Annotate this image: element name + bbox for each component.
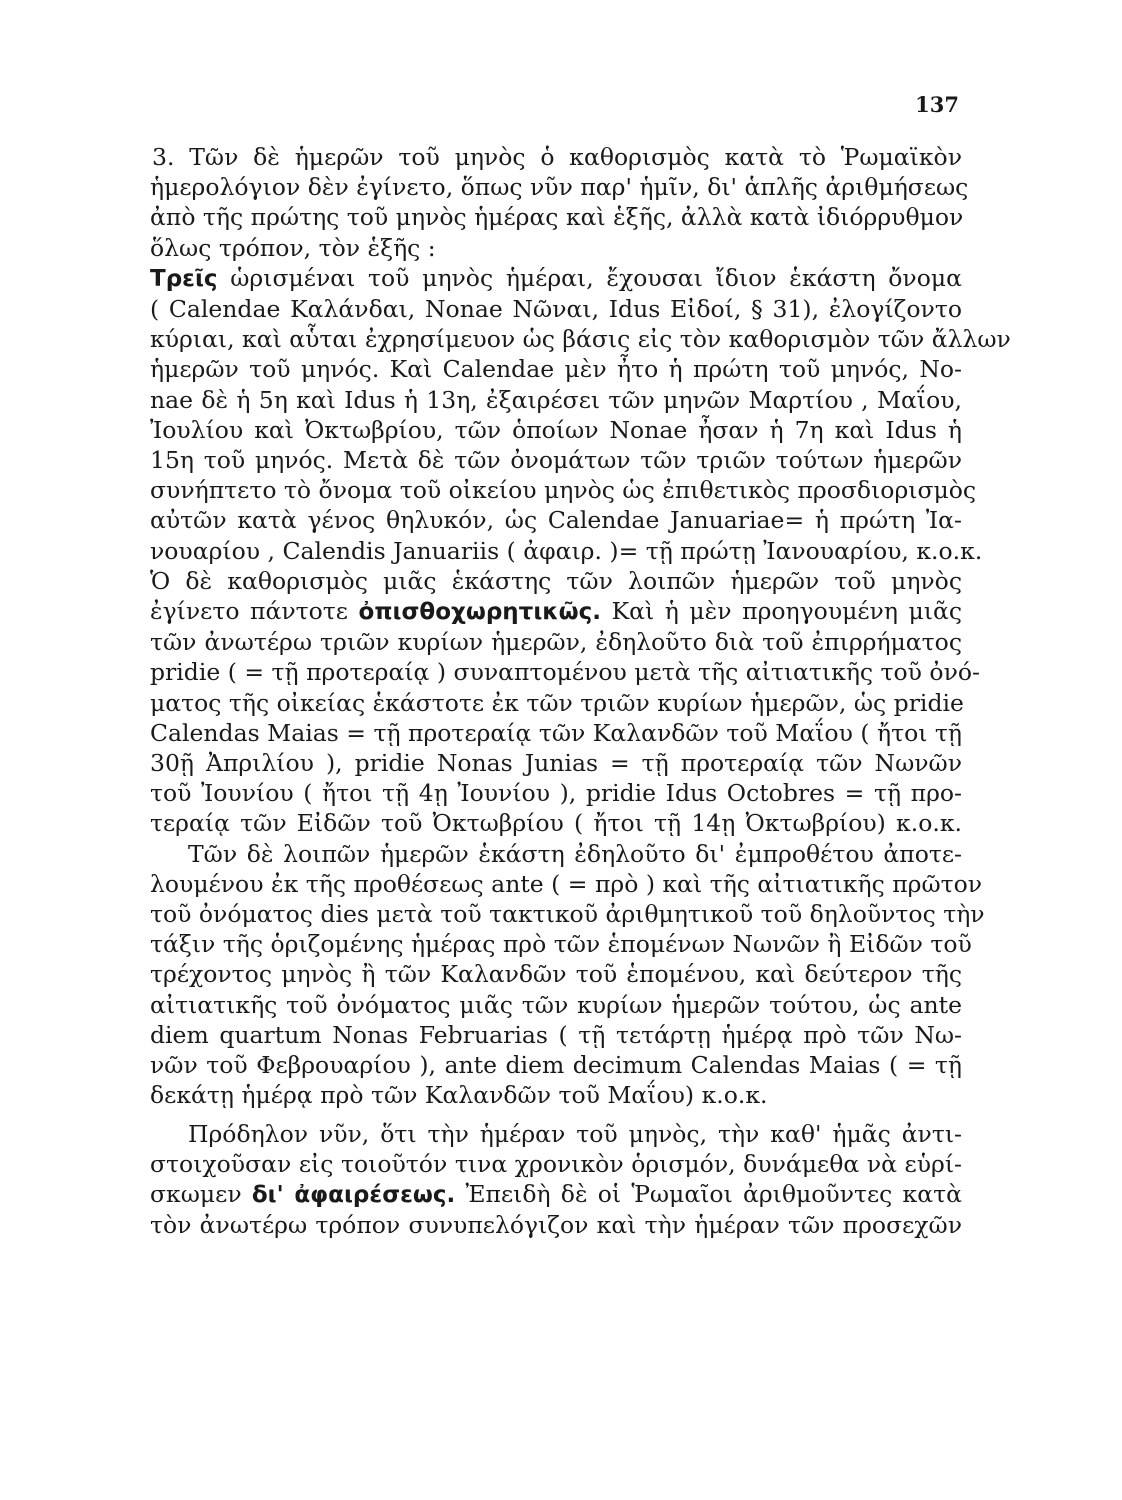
text-line: συνήπτετο τὸ ὄνομα τοῦ οἰκείου μηνὸς ὡς ἐπιθετικὸς προσδιορισμὸς xyxy=(150,476,977,505)
text-run: ὡρισμέναι τοῦ μηνὸς ἡμέραι, ἔχουσαι ἴδιον ἑκάστη ὄνομα xyxy=(217,263,962,292)
text-line: Ἰουλίου καὶ Ὀκτωβρίου, τῶν ὁποίων Nonae ἦσαν ἡ 7η καὶ Idus ἡ xyxy=(150,415,962,444)
text-line: nae δὲ ἡ 5η καὶ Idus ἡ 13η, ἐξαιρέσει τῶν μηνῶν Μαρτίου , Μαΐου, xyxy=(150,385,962,414)
text-line: τάξιν τῆς ὁριζομένης ἡμέρας πρὸ τῶν ἑπομένων Νωνῶν ἢ Εἰδῶν τοῦ xyxy=(150,930,972,959)
text-line: νουαρίου , Calendis Januariis ( ἀφαιρ. )= τῇ πρώτῃ Ἰανουαρίου, κ.ο.κ. xyxy=(150,536,983,565)
text-line: δεκάτῃ ἡμέρᾳ πρὸ τῶν Καλανδῶν τοῦ Μαΐου) κ.ο.κ. xyxy=(150,1081,768,1110)
text-line: ματος τῆς οἰκείας ἑκάστοτε ἐκ τῶν τριῶν κυρίων ἡμερῶν, ὡς pridie xyxy=(150,688,964,717)
text-run: σκωμεν xyxy=(150,1179,252,1208)
text-line: τεραίᾳ τῶν Εἰδῶν τοῦ Ὀκτωβρίου ( ἤτοι τῇ 14ῃ Ὀκτωβρίου) κ.ο.κ. xyxy=(150,809,962,838)
text-line xyxy=(150,263,962,294)
text-line: στοιχοῦσαν εἰς τοιοῦτόν τινα χρονικὸν ὁρισμόν, δυνάμεθα νὰ εὑρί- xyxy=(150,1149,962,1178)
text-line: τοῦ ὀνόματος dies μετὰ τοῦ τακτικοῦ ἀριθμητικοῦ τοῦ δηλοῦντος τὴν xyxy=(150,900,985,929)
bold-emphasis-word: δι' ἀφαιρέσεως. xyxy=(251,1181,456,1208)
paragraph-gap xyxy=(150,1111,962,1119)
text-line: τρέχοντος μηνὸς ἢ τῶν Καλανδῶν τοῦ ἑπομένου, καὶ δεύτερον τῆς xyxy=(150,960,962,989)
text-line: ἀπὸ τῆς πρώτης τοῦ μηνὸς ἡμέρας καὶ ἑξῆς, ἀλλὰ κατὰ ἰδιόρρυθμον xyxy=(150,203,964,232)
text-line: ἡμερολόγιον δὲν ἐγίνετο, ὅπως νῦν παρ' ἡμῖν, δι' ἁπλῆς ἀριθμήσεως xyxy=(150,173,969,202)
text-line: νῶν τοῦ Φεβρουαρίου ), ante diem decimum Calendas Maias ( = τῇ xyxy=(150,1051,962,1080)
text-line xyxy=(150,596,962,627)
paragraph-4 xyxy=(150,839,985,1111)
text-line: κύριαι, καὶ αὗται ἐχρησίμευον ὡς βάσις εἰς τὸν καθορισμὸν τῶν ἄλλων xyxy=(150,325,1011,354)
text-line: λουμένου ἐκ τῆς προθέσεως ante ( = πρὸ ) καὶ τῆς αἰτιατικῆς πρῶτον xyxy=(150,869,983,898)
text-line: pridie ( = τῇ προτεραίᾳ ) συναπτομένου μετὰ τῆς αἰτιατικῆς τοῦ ὀνό- xyxy=(150,658,980,687)
bold-lead-word: Τρεῖς xyxy=(150,265,218,292)
text-line: 3. Τῶν δὲ ἡμερῶν τοῦ μηνὸς ὁ καθορισμὸς κατὰ τὸ Ῥωμαϊκὸν xyxy=(152,143,962,171)
text-line: 15η τοῦ μηνός. Μετὰ δὲ τῶν ὀνομάτων τῶν τριῶν τούτων ἡμερῶν xyxy=(150,446,962,475)
text-line: τοῦ Ἰουνίου ( ἤτοι τῇ 4ῃ Ἰουνίου ), pridie Idus Octobres = τῇ προ- xyxy=(150,779,962,808)
text-line: Πρόδηλον νῦν, ὅτι τὴν ἡμέραν τοῦ μηνὸς, τὴν καθ' ἡμᾶς ἀντι- xyxy=(188,1119,962,1148)
text-line: Τῶν δὲ λοιπῶν ἡμερῶν ἑκάστη ἐδηλοῦτο δι' ἐμπροθέτου ἀποτε- xyxy=(188,839,962,868)
text-run: Ἐπειδὴ δὲ οἱ Ῥωμαῖοι ἀριθμοῦντες κατὰ xyxy=(455,1179,962,1208)
text-line: Ὁ δὲ καθορισμὸς μιᾶς ἑκάστης τῶν λοιπῶν ἡμερῶν τοῦ μηνὸς xyxy=(150,566,962,595)
text-line: 30ῇ Ἀπριλίου ), pridie Nonas Junias = τῇ προτεραίᾳ τῶν Νωνῶν xyxy=(150,749,962,778)
text-line: ( Calendae Καλάνδαι, Nonae Νῶναι, Idus Εἰδοί, § 31), ἐλογίζοντο xyxy=(150,295,962,324)
text-line: αὐτῶν κατὰ γένος θηλυκόν, ὡς Calendae Januariae= ἡ πρώτη Ἰα- xyxy=(150,506,962,535)
text-line xyxy=(150,1179,962,1210)
text-run: ἐγίνετο πάντοτε xyxy=(150,597,359,626)
text-line: τῶν ἀνωτέρω τριῶν κυρίων ἡμερῶν, ἐδηλοῦτο διὰ τοῦ ἐπιρρήματος xyxy=(150,628,962,657)
body-text xyxy=(150,142,1011,1240)
text-line: αἰτιατικῆς τοῦ ὀνόματος μιᾶς τῶν κυρίων ἡμερῶν τούτου, ὡς ante xyxy=(150,990,962,1019)
text-line: τὸν ἀνωτέρω τρόπον συνυπελόγιζον καὶ τὴν ἡμέραν τῶν προσεχῶν xyxy=(150,1211,962,1240)
text-line: ἡμερῶν τοῦ μηνός. Καὶ Calendae μὲν ἦτο ἡ πρώτη τοῦ μηνός, No- xyxy=(150,355,962,384)
text-run: Καὶ ἡ μὲν προηγουμένη μιᾶς xyxy=(601,597,962,626)
bold-emphasis-word: ὀπισθοχωρητικῶς. xyxy=(358,599,602,626)
paragraph-2 xyxy=(150,263,1011,566)
text-line: ὅλως τρόπον, τὸν ἑξῆς : xyxy=(150,233,436,262)
paragraph-1 xyxy=(150,142,969,263)
text-line: diem quartum Nonas Februarias ( τῇ τετάρτῃ ἡμέρᾳ πρὸ τῶν Νω- xyxy=(150,1020,962,1049)
page-number: 137 xyxy=(915,92,959,117)
paragraph-3 xyxy=(150,566,980,839)
text-line: Calendas Maias = τῇ προτεραίᾳ τῶν Καλανδῶν τοῦ Μαΐου ( ἤτοι τῇ xyxy=(150,718,962,747)
paragraph-5 xyxy=(150,1119,962,1241)
